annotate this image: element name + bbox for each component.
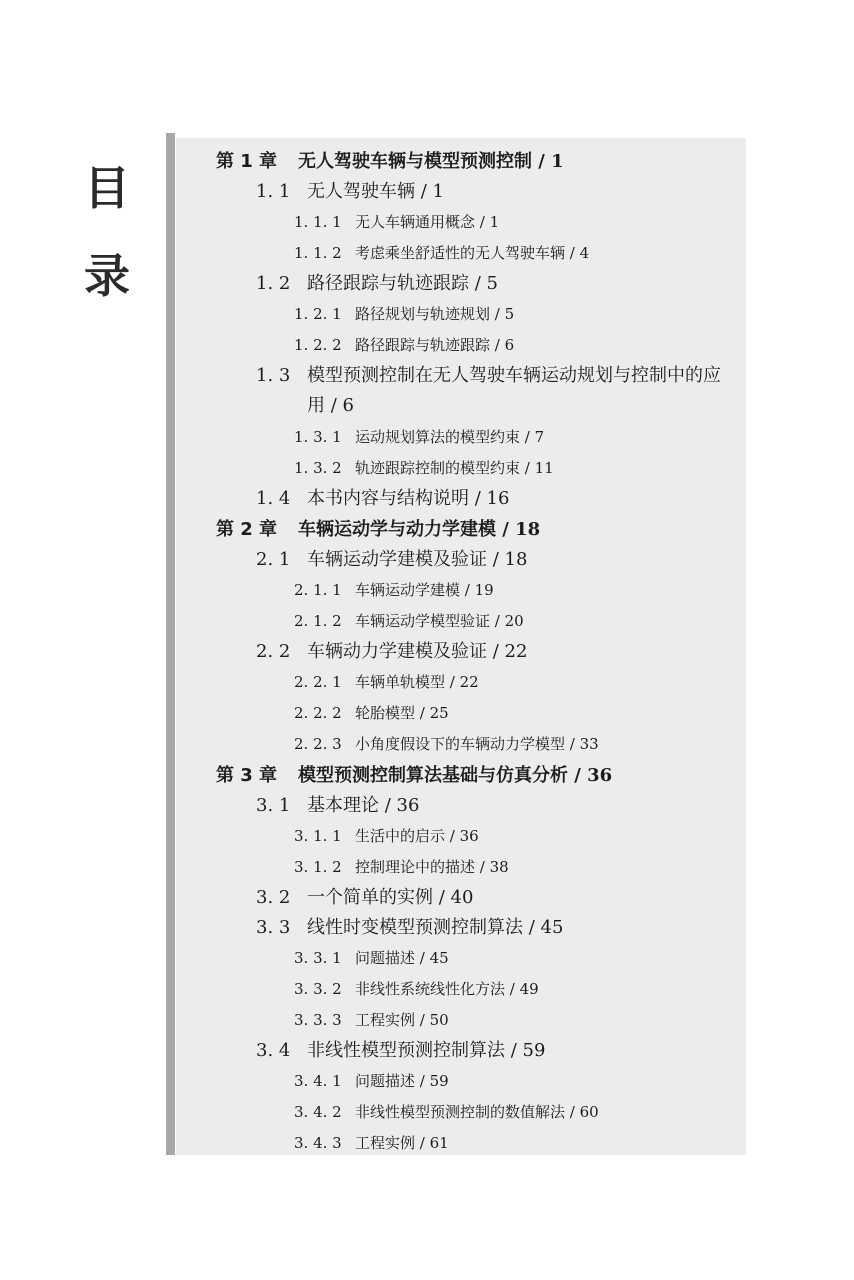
entry-page-number: 6	[342, 395, 354, 416]
entry-page-number: 6	[504, 336, 515, 354]
entry-title-line: 车辆单轨模型 / 22	[355, 673, 479, 691]
toc-heading-char-2: 录	[84, 249, 130, 303]
entry-title: 车辆单轨模型	[355, 673, 446, 691]
entry-title-line: 本书内容与结构说明 / 16	[307, 488, 510, 509]
toc-subsection-entry[interactable]	[176, 943, 746, 974]
entry-number: 2. 1	[256, 549, 291, 570]
toc-subsection-entry[interactable]	[176, 299, 746, 330]
entry-title: 路径规划与轨迹规划	[355, 305, 491, 323]
entry-number: 2. 2	[256, 641, 291, 662]
entry-number: 2. 2. 3	[294, 735, 342, 753]
toc-subsection-entry[interactable]	[176, 575, 746, 606]
entry-page-number: 22	[459, 673, 479, 691]
entry-title-line: 运动规划算法的模型约束 / 7	[355, 428, 545, 446]
entry-title-line: 无人车辆通用概念 / 1	[355, 213, 500, 231]
entry-title: 控制理论中的描述	[355, 858, 476, 876]
entry-title-line: 非线性系统线性化方法 / 49	[355, 980, 539, 998]
toc-subsection-entry[interactable]	[176, 1005, 746, 1036]
entry-page-number: 4	[579, 244, 590, 262]
toc-subsection-entry[interactable]	[176, 238, 746, 269]
toc-subsection-entry[interactable]	[176, 1128, 746, 1159]
entry-number: 1. 1	[256, 181, 291, 202]
entry-number: 3. 4. 2	[294, 1103, 342, 1121]
entry-page-number: 60	[579, 1103, 599, 1121]
entry-title: 路径跟踪与轨迹跟踪	[307, 273, 469, 294]
entry-page-number: 5	[486, 273, 498, 294]
entry-title: 工程实例	[355, 1134, 416, 1152]
toc-section-entry[interactable]	[176, 883, 746, 913]
entry-title-line: 线性时变模型预测控制算法 / 45	[307, 917, 564, 938]
toc-section-entry[interactable]	[176, 177, 746, 207]
entry-title-line: 工程实例 / 50	[355, 1011, 449, 1029]
toc-subsection-entry[interactable]	[176, 667, 746, 698]
entry-number: 1. 2. 1	[294, 305, 342, 323]
entry-title-line: 车辆运动学建模及验证 / 18	[307, 549, 528, 570]
entry-title: 轨迹跟踪控制的模型约束	[355, 459, 521, 477]
entry-page-number: 16	[486, 488, 510, 509]
entry-page-number: 5	[504, 305, 515, 323]
entry-page-number: 19	[474, 581, 494, 599]
entry-page-number: 25	[429, 704, 449, 722]
entry-title: 无人驾驶车辆	[307, 181, 415, 202]
entry-page-number: 1	[551, 151, 564, 172]
entry-title-line: 车辆运动学模型验证 / 20	[355, 612, 524, 630]
toc-section-entry[interactable]	[176, 913, 746, 943]
toc-subsection-entry[interactable]	[176, 207, 746, 238]
entry-number: 2. 2. 2	[294, 704, 342, 722]
entry-number: 第 1 章	[216, 151, 278, 172]
entry-title: 车辆动力学建模及验证	[307, 641, 487, 662]
toc-subsection-entry[interactable]	[176, 422, 746, 453]
entry-number: 2. 2. 1	[294, 673, 342, 691]
entry-number: 1. 3. 2	[294, 459, 342, 477]
entry-number: 3. 1. 2	[294, 858, 342, 876]
entry-title-line: 模型预测控制在无人驾驶车辆运动规划与控制中的应用 / 6	[307, 365, 721, 416]
toc-section-entry[interactable]	[176, 361, 746, 422]
entry-page-number: 18	[504, 549, 528, 570]
toc-chapter-entry[interactable]	[176, 760, 746, 791]
entry-title: 车辆运动学建模及验证	[307, 549, 487, 570]
entry-number: 3. 3. 3	[294, 1011, 342, 1029]
entry-page-number: 1	[489, 213, 500, 231]
toc-subsection-entry[interactable]	[176, 1066, 746, 1097]
entry-page-number: 36	[459, 827, 479, 845]
entry-number: 3. 4. 1	[294, 1072, 342, 1090]
entry-number: 第 2 章	[216, 519, 278, 540]
entry-title: 车辆运动学与动力学建模	[298, 519, 496, 540]
entry-page-number: 61	[429, 1134, 449, 1152]
toc-section-entry[interactable]	[176, 1036, 746, 1066]
entry-title-line: 路径跟踪与轨迹跟踪 / 5	[307, 273, 498, 294]
entry-title: 无人车辆通用概念	[355, 213, 476, 231]
entry-number: 2. 1. 2	[294, 612, 342, 630]
entry-title: 运动规划算法的模型约束	[355, 428, 521, 446]
entry-title: 小角度假设下的车辆动力学模型	[355, 735, 566, 753]
entry-title: 车辆运动学模型验证	[355, 612, 491, 630]
entry-title-line: 无人驾驶车辆与模型预测控制 / 1	[298, 151, 564, 172]
entry-number: 3. 3. 1	[294, 949, 342, 967]
entry-number: 3. 1	[256, 795, 291, 816]
entry-number: 1. 3	[256, 365, 291, 386]
entry-page-number: 36	[587, 765, 613, 786]
entry-title-line: 路径规划与轨迹规划 / 5	[355, 305, 515, 323]
entry-page-number: 50	[429, 1011, 449, 1029]
entry-title: 考虑乘坐舒适性的无人驾驶车辆	[355, 244, 566, 262]
entry-number: 3. 3	[256, 917, 291, 938]
entry-title: 模型预测控制算法基础与仿真分析	[298, 765, 568, 786]
entry-title: 非线性模型预测控制的数值解法	[355, 1103, 566, 1121]
toc-subsection-entry[interactable]	[176, 852, 746, 883]
entry-title-line: 基本理论 / 36	[307, 795, 420, 816]
toc-accent-bar	[166, 133, 175, 1155]
toc-subsection-entry[interactable]	[176, 974, 746, 1005]
entry-title-line: 车辆运动学建模 / 19	[355, 581, 494, 599]
entry-title-line: 生活中的启示 / 36	[355, 827, 479, 845]
entry-title: 模型预测控制在无人驾驶车辆运动规划与控制中的应用	[307, 365, 721, 416]
entry-title-line: 路径跟踪与轨迹跟踪 / 6	[355, 336, 515, 354]
entry-title-line: 无人驾驶车辆 / 1	[307, 181, 444, 202]
toc-section-entry[interactable]	[176, 545, 746, 575]
entry-title-line: 控制理论中的描述 / 38	[355, 858, 509, 876]
toc-section-entry[interactable]	[176, 484, 746, 514]
entry-number: 1. 1. 1	[294, 213, 342, 231]
entry-page-number: 18	[515, 519, 541, 540]
entry-page-number: 11	[534, 459, 554, 477]
toc-section-entry[interactable]	[176, 269, 746, 299]
toc-section-entry[interactable]	[176, 637, 746, 667]
toc-subsection-entry[interactable]	[176, 821, 746, 852]
toc-subsection-entry[interactable]	[176, 1097, 746, 1128]
entry-page-number: 40	[450, 887, 474, 908]
toc-subsection-entry[interactable]	[176, 606, 746, 637]
entry-page-number: 20	[504, 612, 524, 630]
toc-subsection-entry[interactable]	[176, 330, 746, 361]
entry-title-line: 轮胎模型 / 25	[355, 704, 449, 722]
entry-title-line: 一个简单的实例 / 40	[307, 887, 474, 908]
entry-page-number: 59	[522, 1040, 546, 1061]
entry-title-line: 考虑乘坐舒适性的无人驾驶车辆 / 4	[355, 244, 590, 262]
entry-page-number: 59	[429, 1072, 449, 1090]
entry-page-number: 45	[429, 949, 449, 967]
entry-number: 1. 4	[256, 488, 291, 509]
entry-title-line: 问题描述 / 45	[355, 949, 449, 967]
toc-section-entry[interactable]	[176, 791, 746, 821]
entry-title: 基本理论	[307, 795, 379, 816]
entry-title-line: 车辆运动学与动力学建模 / 18	[298, 519, 541, 540]
entry-title: 工程实例	[355, 1011, 416, 1029]
entry-title: 问题描述	[355, 1072, 416, 1090]
entry-number: 第 3 章	[216, 765, 278, 786]
entry-title-line: 非线性模型预测控制算法 / 59	[307, 1040, 546, 1061]
entry-number: 3. 4	[256, 1040, 291, 1061]
entry-page-number: 49	[519, 980, 539, 998]
entry-page-number: 45	[540, 917, 564, 938]
toc-heading-char-1: 目	[84, 161, 130, 215]
entry-title: 轮胎模型	[355, 704, 416, 722]
entry-number: 1. 3. 1	[294, 428, 342, 446]
entry-title-line: 轨迹跟踪控制的模型约束 / 11	[355, 459, 554, 477]
entry-title: 车辆运动学建模	[355, 581, 461, 599]
entry-title-line: 问题描述 / 59	[355, 1072, 449, 1090]
toc-chapter-entry[interactable]	[176, 146, 746, 177]
toc-subsection-entry[interactable]	[176, 729, 746, 760]
toc-chapter-entry[interactable]	[176, 514, 746, 545]
entry-number: 2. 1. 1	[294, 581, 342, 599]
entry-number: 1. 1. 2	[294, 244, 342, 262]
entry-title-line: 小角度假设下的车辆动力学模型 / 33	[355, 735, 599, 753]
entry-page-number: 36	[396, 795, 420, 816]
entry-title-line: 工程实例 / 61	[355, 1134, 449, 1152]
toc-list	[176, 146, 746, 1159]
entry-title: 无人驾驶车辆与模型预测控制	[298, 151, 532, 172]
entry-number: 3. 3. 2	[294, 980, 342, 998]
entry-title: 非线性模型预测控制算法	[307, 1040, 505, 1061]
toc-subsection-entry[interactable]	[176, 698, 746, 729]
entry-title: 一个简单的实例	[307, 887, 433, 908]
entry-title: 生活中的启示	[355, 827, 446, 845]
entry-page-number: 7	[534, 428, 545, 446]
entry-title: 问题描述	[355, 949, 416, 967]
entry-title-line: 非线性模型预测控制的数值解法 / 60	[355, 1103, 599, 1121]
entry-number: 3. 2	[256, 887, 291, 908]
entry-page-number: 38	[489, 858, 509, 876]
entry-number: 3. 4. 3	[294, 1134, 342, 1152]
entry-number: 3. 1. 1	[294, 827, 342, 845]
entry-title: 路径跟踪与轨迹跟踪	[355, 336, 491, 354]
entry-title: 本书内容与结构说明	[307, 488, 469, 509]
entry-page-number: 1	[432, 181, 444, 202]
entry-page-number: 33	[579, 735, 599, 753]
entry-page-number: 22	[504, 641, 528, 662]
entry-number: 1. 2	[256, 273, 291, 294]
entry-number: 1. 2. 2	[294, 336, 342, 354]
toc-subsection-entry[interactable]	[176, 453, 746, 484]
entry-title-line: 车辆动力学建模及验证 / 22	[307, 641, 528, 662]
entry-title-line: 模型预测控制算法基础与仿真分析 / 36	[298, 765, 613, 786]
entry-title: 非线性系统线性化方法	[355, 980, 506, 998]
entry-title: 线性时变模型预测控制算法	[307, 917, 523, 938]
